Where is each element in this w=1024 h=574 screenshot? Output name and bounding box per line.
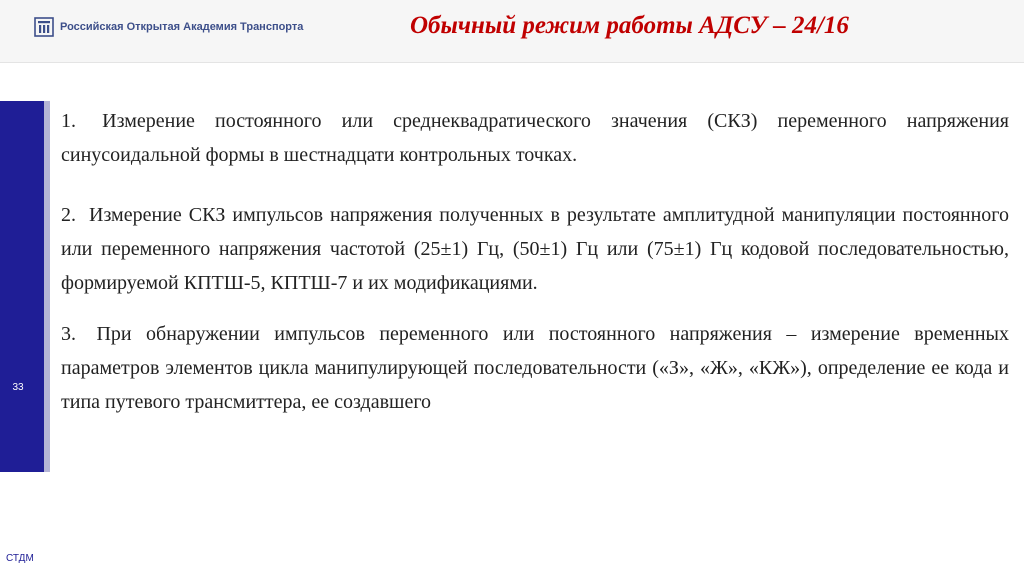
list-item-number: 2.: [61, 204, 76, 226]
page-number: 33: [12, 382, 24, 393]
list-item: [61, 317, 1009, 419]
side-bar: [0, 101, 50, 472]
list-item-text: При обнаружении импульсов переменного или постоянного напряжения – измерение временных параметров элементов цикла манипулирующей последовательности («З», «Ж», «КЖ»), определение ее кода и типа путевого трансмиттера, ее создавшего: [61, 323, 1009, 413]
brand: [34, 17, 303, 37]
list-item-text: Измерение постоянного или среднеквадратического значения (СКЗ) переменного напряжения синусоидальной формы в шестнадцати контрольных точках.: [61, 110, 1010, 166]
slide-title: Обычный режим работы АДСУ – 24/16: [410, 12, 849, 39]
list-item-number: 3.: [61, 323, 76, 345]
list-item-text: Измерение СКЗ импульсов напряжения полученных в результате амплитудной манипуляции постоянного или переменного напряжения частотой (25±1) Гц, (50±1) Гц или (75±1) Гц кодовой последовательностью, формируемой КПТШ-5, КПТШ-7 и их модификациями.: [61, 204, 1010, 294]
roat-logo-icon: [34, 17, 54, 37]
footer-label: СТДМ: [6, 553, 34, 564]
brand-name: Российская Открытая Академия Транспорта: [60, 21, 304, 33]
list-item: [61, 198, 1009, 300]
slide-header: [0, 0, 1024, 63]
list-item-number: 1.: [61, 110, 76, 132]
slide-content: [61, 104, 1009, 419]
list-item: [61, 104, 1009, 172]
